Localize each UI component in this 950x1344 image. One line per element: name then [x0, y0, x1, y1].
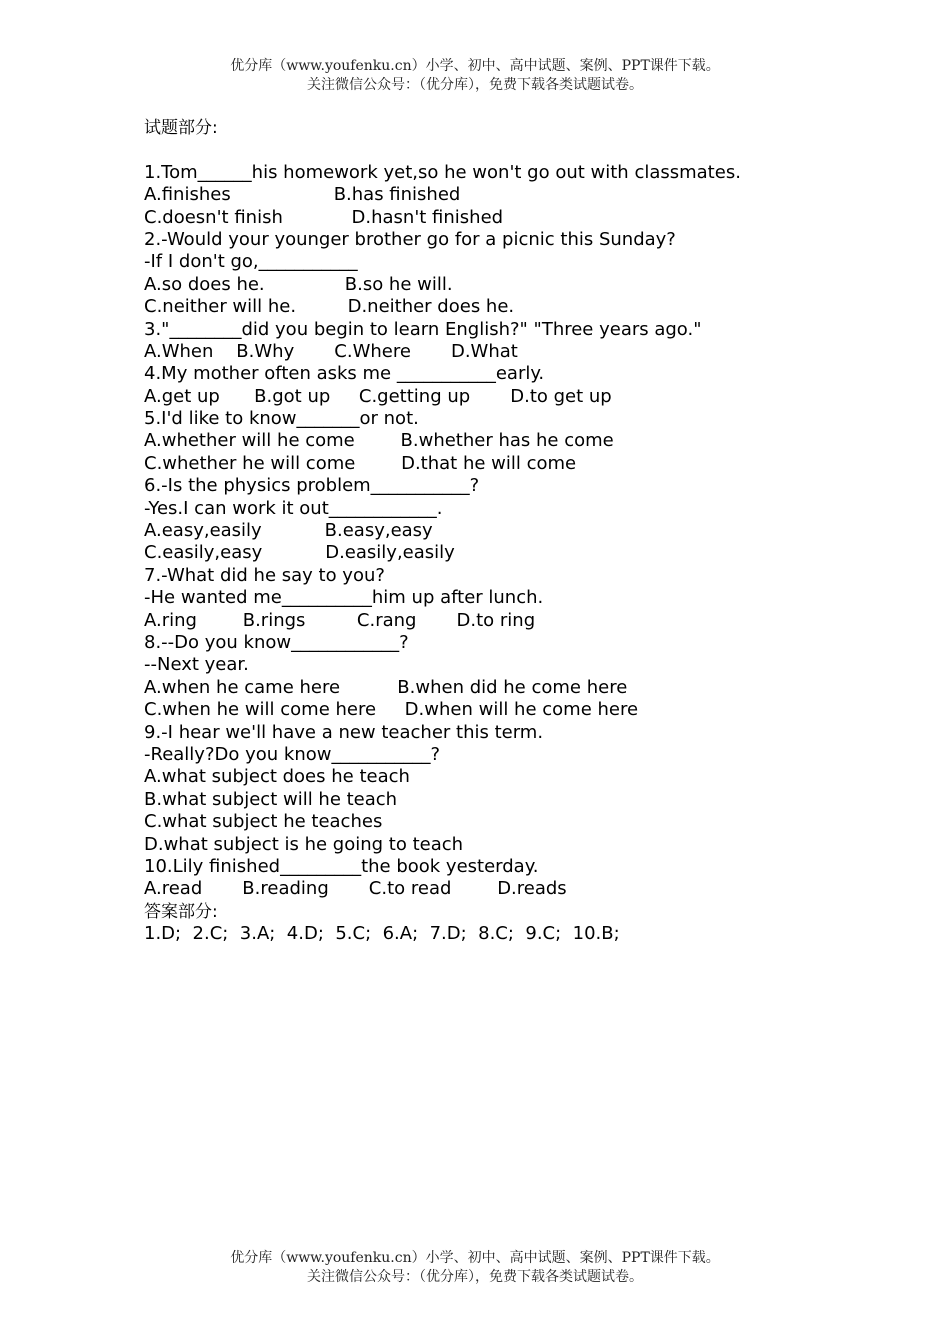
answers-section-label: 答案部分: [144, 901, 218, 922]
answer-options: C.when he will come here D.when will he come here [144, 699, 639, 721]
answer-options: A.When B.Why C.Where D.What [144, 340, 518, 362]
answer-options: C.neither will he. D.neither does he. [144, 296, 515, 318]
dialogue-line: -Yes.I can work it out____________. [144, 497, 443, 519]
answer-options: A.what subject does he teach [144, 766, 410, 788]
answer-options: A.when he came here B.when did he come here [144, 676, 628, 698]
question-stem: 8.--Do you know____________? [144, 631, 409, 653]
question-stem: 6.-Is the physics problem___________? [144, 475, 480, 497]
page-header [0, 57, 950, 95]
header-line-1: 优分库（www.youfenku.cn）小学、初中、高中试题、案例、PPT课件下载。 [230, 58, 720, 74]
dialogue-line: --Next year. [144, 654, 249, 676]
answer-options: C.whether he will come D.that he will come [144, 452, 577, 474]
footer-line-1: 优分库（www.youfenku.cn）小学、初中、高中试题、案例、PPT课件下载。 [230, 1250, 720, 1266]
answer-options: A.easy,easily B.easy,easy [144, 520, 433, 542]
question-stem: 2.-Would your younger brother go for a picnic this Sunday? [144, 228, 676, 250]
answer-options: A.get up B.got up C.getting up D.to get up [144, 385, 612, 407]
answer-options: A.ring B.rings C.rang D.to ring [144, 609, 536, 631]
question-stem: 10.Lily finished_________the book yesterday. [144, 855, 539, 877]
answer-options: D.what subject is he going to teach [144, 833, 464, 855]
question-stem: 3."________did you begin to learn English?" "Three years ago." [144, 318, 702, 340]
answer-options: C.what subject he teaches [144, 811, 383, 833]
dialogue-line: -He wanted me__________him up after lunch. [144, 587, 544, 609]
answer-options: C.doesn't finish D.hasn't finished [144, 206, 504, 228]
dialogue-line: -If I don't go,___________ [144, 251, 358, 273]
answer-options: A.finishes B.has finished [144, 184, 461, 206]
answer-options: A.so does he. B.so he will. [144, 273, 453, 295]
questions-section-label: 试题部分: [144, 118, 218, 138]
spacer [144, 139, 844, 161]
question-stem: 5.I'd like to know_______or not. [144, 408, 419, 430]
question-stem: 1.Tom______his homework yet,so he won't go out with classmates. [144, 161, 741, 183]
footer-line-2: 关注微信公众号：（优分库），免费下载各类试题试卷。 [307, 1269, 643, 1285]
dialogue-line: -Really?Do you know___________? [144, 743, 441, 765]
page-footer [0, 1249, 950, 1287]
question-stem: 9.-I hear we'll have a new teacher this term. [144, 721, 544, 743]
question-list [144, 162, 844, 901]
answer-options: A.read B.reading C.to read D.reads [144, 878, 567, 900]
answer-options: A.whether will he come B.whether has he come [144, 430, 614, 452]
answer-options: B.what subject will he teach [144, 788, 398, 810]
document-body [144, 117, 844, 945]
header-line-2: 关注微信公众号：（优分库），免费下载各类试题试卷。 [307, 77, 643, 93]
answer-options: C.easily,easy D.easily,easily [144, 542, 455, 564]
answer-key: 1.D; 2.C; 3.A; 4.D; 5.C; 6.A; 7.D; 8.C; 9.C; 10.B; [144, 923, 620, 945]
question-stem: 4.My mother often asks me ___________early. [144, 363, 545, 385]
question-stem: 7.-What did he say to you? [144, 564, 385, 586]
